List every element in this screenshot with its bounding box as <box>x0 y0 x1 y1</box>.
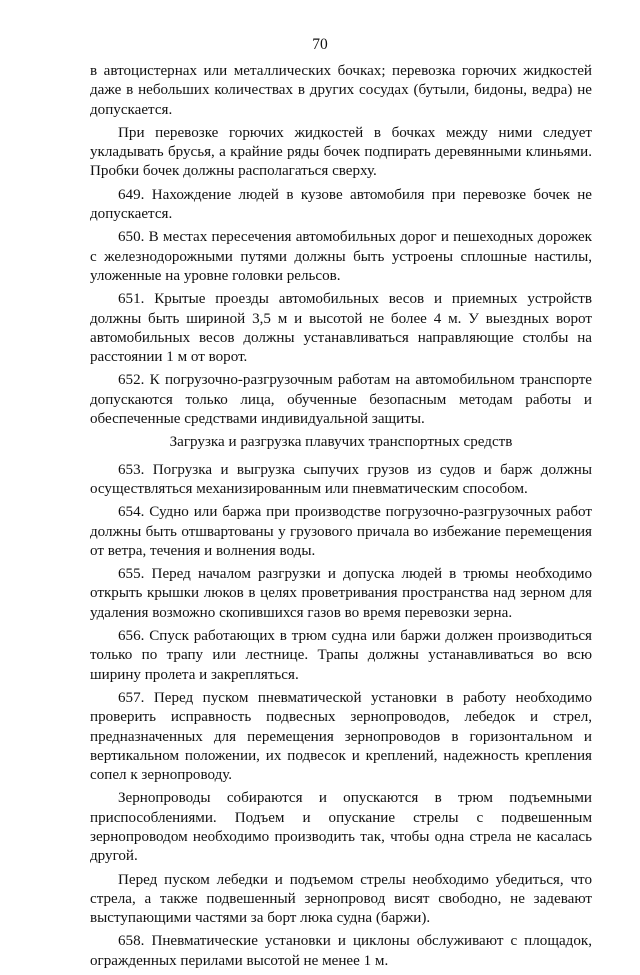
paragraph: Перед пуском лебедки и подъемом стрелы необходимо убедиться, что стрела, а также подвешенный зернопровод висят свободно, не задевают выступающими частями за борт люка судна (баржи). <box>90 871 592 927</box>
paragraph: 654. Судно или баржа при производстве погрузочно-разгрузочных работ должны быть отшвартованы у грузового причала во избежание перемещения от ветра, течения и волнения воды. <box>90 504 592 559</box>
paragraph: 650. В местах пересечения автомобильных дорог и пешеходных дорожек с железнодорожными путями должны быть устроены сплошные настилы, уложенные на уровне головки рельсов. <box>90 229 592 284</box>
paragraph: 655. Перед началом разгрузки и допуска людей в трюмы необходимо открыть крышки люков в целях проветривания пространства над зерном для удаления возможно скопившихся газов во время перевозки зерна. <box>90 566 592 621</box>
section-heading: Загрузка и разгрузка плавучих транспортных средств <box>169 434 513 451</box>
page-number: 70 <box>312 36 328 53</box>
paragraph: 651. Крытые проезды автомобильных весов и приемных устройств должны быть шириной 3,5 м и высотой не более 4 м. У выездных ворот автомобильных весов должны устанавливаться направляющие столбы на расстоянии 1 м от ворот. <box>90 291 592 366</box>
paragraph: 658. Пневматические установки и циклоны обслуживают с площадок, огражденных перилами высотой не менее 1 м. <box>90 933 592 969</box>
paragraph: 652. К погрузочно-разгрузочным работам на автомобильном транспорте допускаются только лица, обученные безопасным методам работы и обеспеченные средствами индивидуальной защиты. <box>90 372 592 428</box>
page-body <box>90 62 592 975</box>
paragraph: 649. Нахождение людей в кузове автомобиля при перевозке бочек не допускается. <box>90 186 592 223</box>
paragraph: 653. Погрузка и выгрузка сыпучих грузов из судов и барж должны осуществляться механизированным или пневматическим способом. <box>90 461 592 497</box>
paragraph: в автоцистернах или металлических бочках; перевозка горючих жидкостей даже в небольших количествах в других сосудах (бутыли, бидоны, ведра) не допускается. <box>90 63 592 118</box>
paragraph: Зернопроводы собираются и опускаются в трюм подъемными приспособлениями. Подъем и опускание стрелы с подвешенным зернопроводом необходимо производить так, чтобы одна стрела не касалась другой. <box>90 790 592 865</box>
paragraph: 656. Спуск работающих в трюм судна или баржи должен производиться только по трапу или лестнице. Трапы должны устанавливаться во всю ширину пролета и закрепляться. <box>90 628 592 683</box>
paragraph: 657. Перед пуском пневматической установки в работу необходимо проверить исправность подвесных зернопроводов, лебедок и стрел, предназначенных для перемещения зернопроводов в горизонтальном и вертикальном положении, их подвесок и креплений, надежность крепления сопел к зернопроводу. <box>90 689 592 784</box>
paragraph: При перевозке горючих жидкостей в бочках между ними следует укладывать брусья, а крайние ряды бочек подпирать деревянными клиньями. Пробки бочек должны располагаться сверху. <box>90 124 592 180</box>
